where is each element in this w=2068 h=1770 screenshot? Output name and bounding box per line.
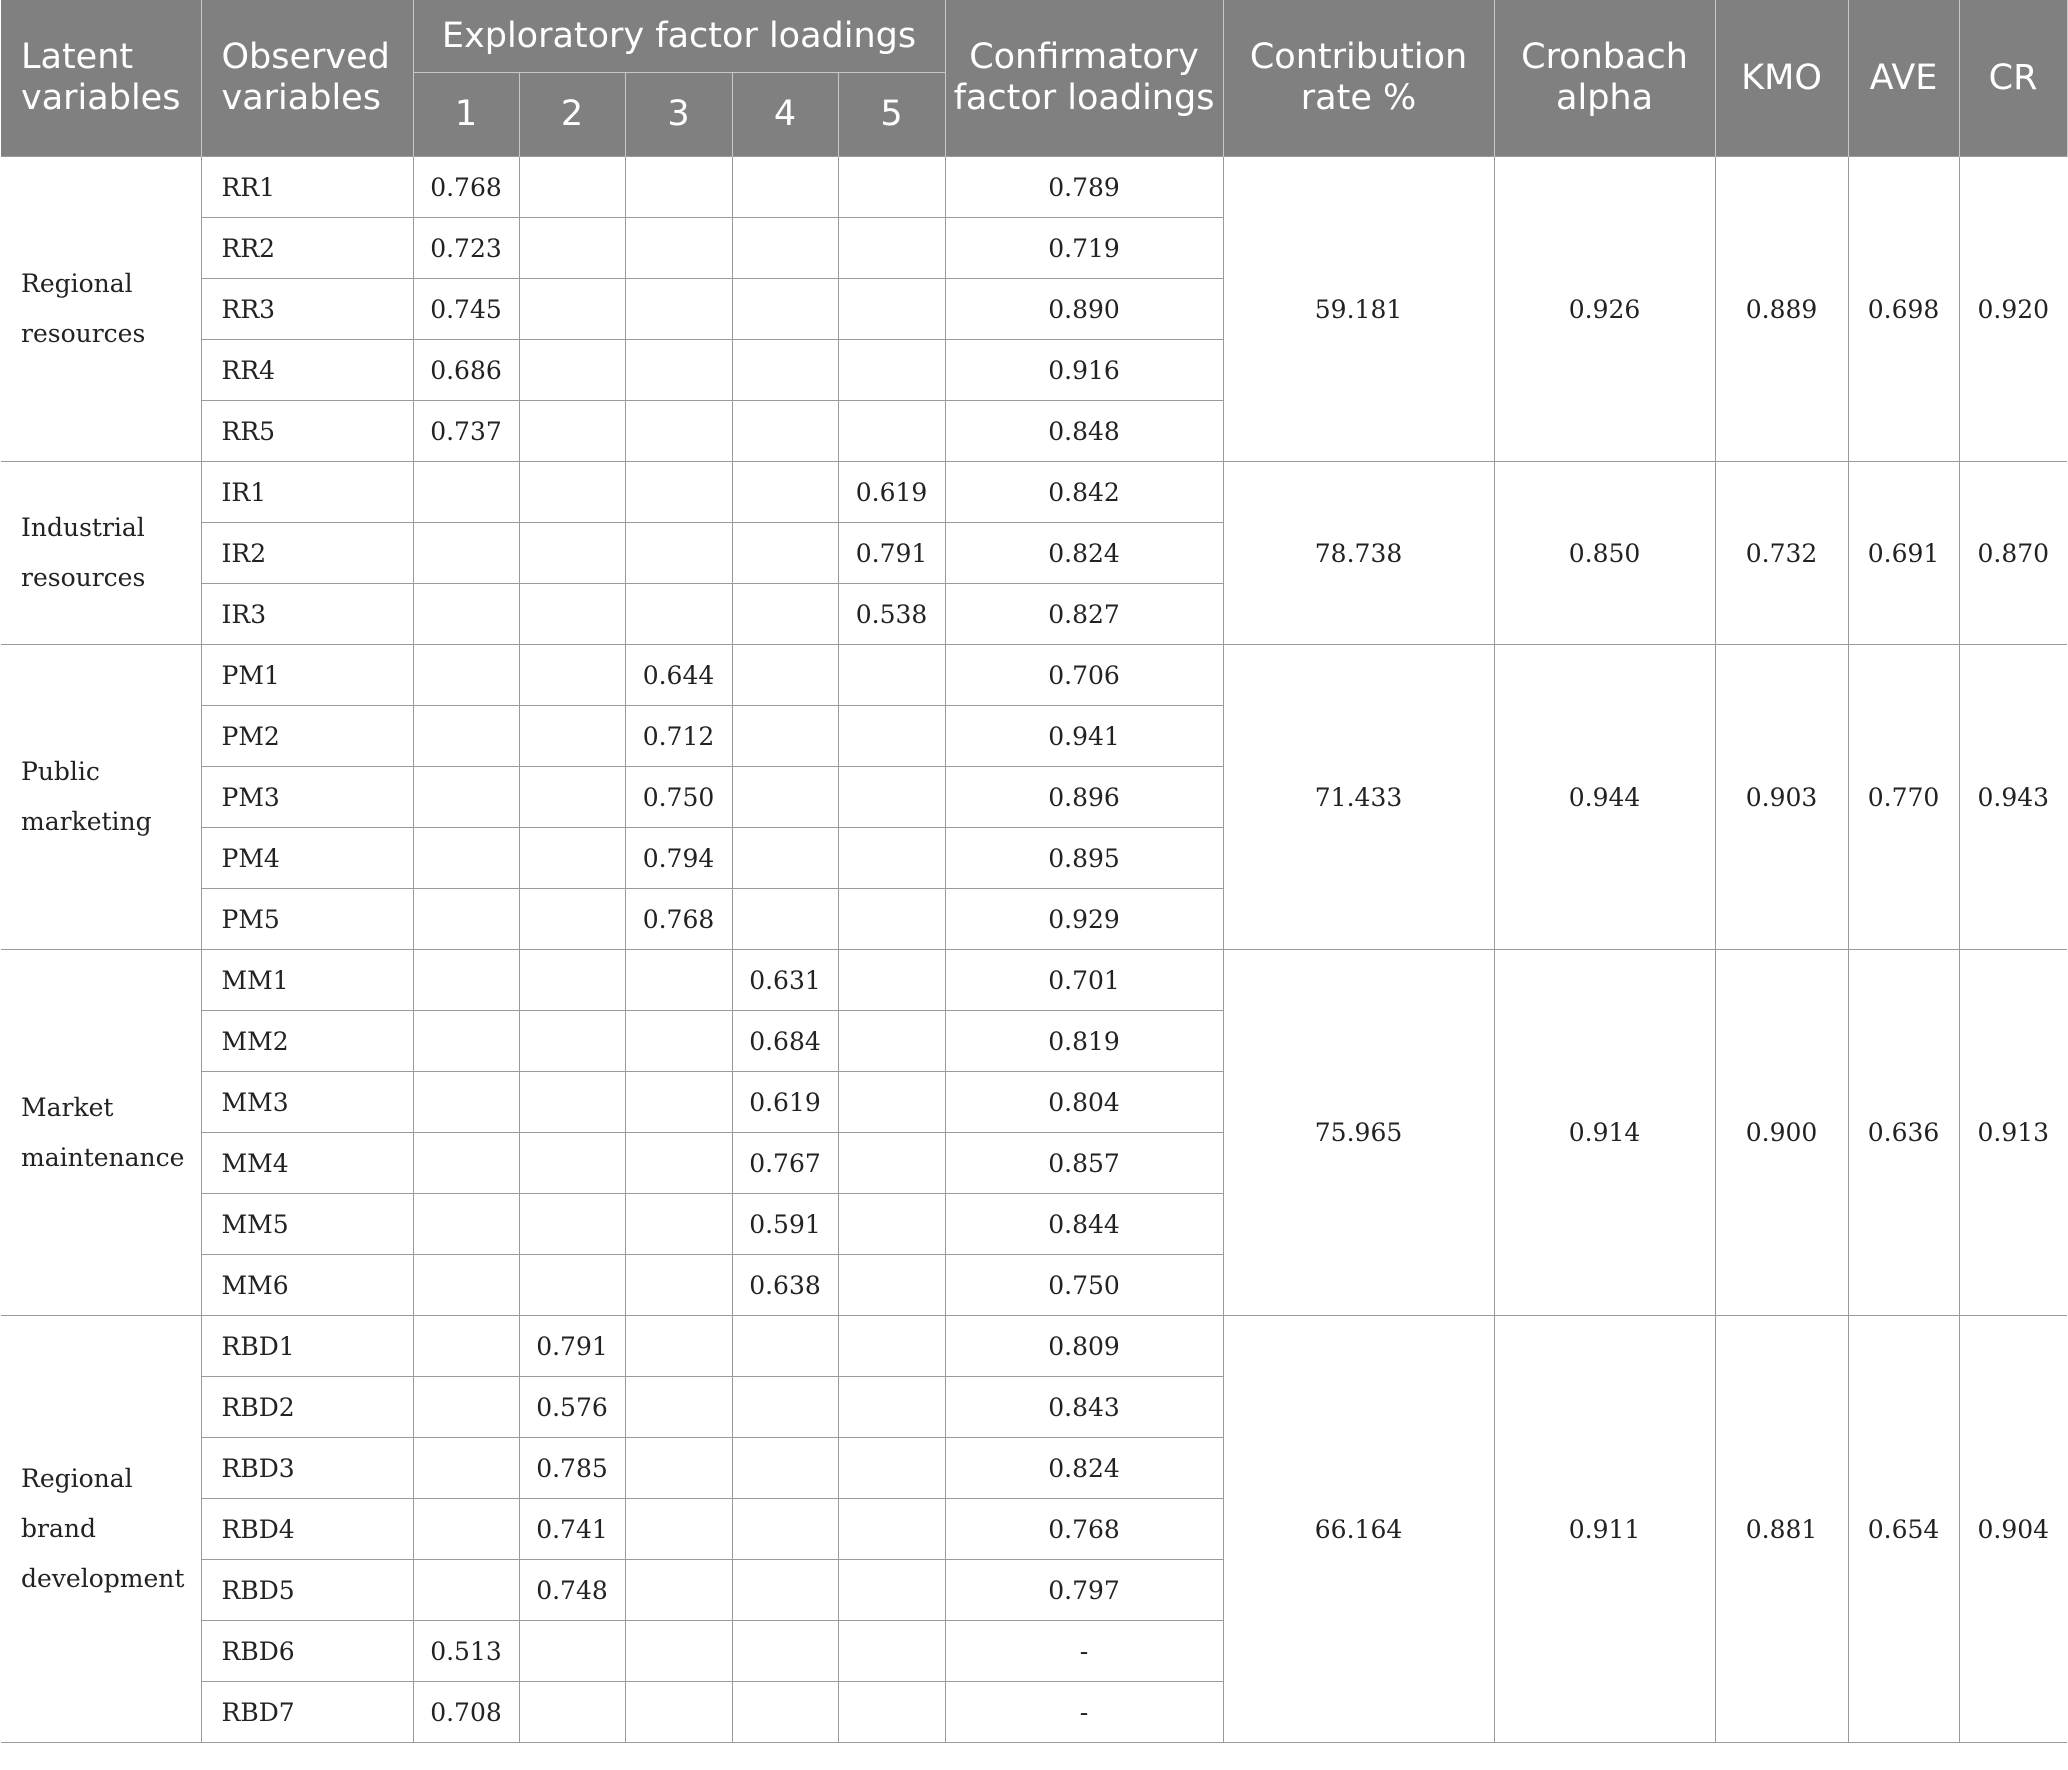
table-row: [1, 645, 2067, 706]
efa-loading-cell: [413, 1438, 519, 1499]
efa-loading-cell: 0.686: [413, 340, 519, 401]
cfa-loading-cell: 0.843: [945, 1377, 1223, 1438]
efa-loading-cell: [519, 218, 625, 279]
efa-loading-cell: 0.745: [413, 279, 519, 340]
cfa-loading-cell: 0.706: [945, 645, 1223, 706]
efa-loading-cell: [625, 1499, 732, 1560]
efa-loading-cell: [732, 462, 838, 523]
factor-analysis-table: [1, 0, 2068, 1743]
cfa-loading-cell: 0.827: [945, 584, 1223, 645]
efa-loading-cell: [732, 157, 838, 218]
contribution-cell: 78.738: [1223, 462, 1494, 645]
efa-loading-cell: 0.538: [838, 584, 945, 645]
efa-loading-cell: [625, 950, 732, 1011]
efa-loading-cell: [838, 1133, 945, 1194]
efa-loading-cell: [519, 1255, 625, 1316]
efa-loading-cell: [732, 706, 838, 767]
observed-variable-cell: RBD4: [201, 1499, 413, 1560]
cr-cell: 0.904: [1959, 1316, 2067, 1743]
observed-variable-cell: RR4: [201, 340, 413, 401]
efa-loading-cell: 0.750: [625, 767, 732, 828]
efa-loading-cell: [413, 584, 519, 645]
efa-loading-cell: [625, 1438, 732, 1499]
efa-loading-cell: [519, 462, 625, 523]
cfa-loading-cell: 0.929: [945, 889, 1223, 950]
observed-variable-cell: MM2: [201, 1011, 413, 1072]
efa-loading-cell: [519, 950, 625, 1011]
observed-variable-cell: RBD5: [201, 1560, 413, 1621]
observed-variable-cell: MM1: [201, 950, 413, 1011]
efa-loading-cell: [838, 889, 945, 950]
efa-loading-cell: [519, 157, 625, 218]
observed-variable-cell: PM2: [201, 706, 413, 767]
table-row: [1, 1316, 2067, 1377]
efa-loading-cell: 0.631: [732, 950, 838, 1011]
observed-variable-cell: RBD1: [201, 1316, 413, 1377]
efa-loading-cell: [413, 523, 519, 584]
cfa-loading-cell: 0.701: [945, 950, 1223, 1011]
efa-loading-cell: [838, 1255, 945, 1316]
efa-loading-cell: [838, 950, 945, 1011]
observed-variable-cell: MM3: [201, 1072, 413, 1133]
header-ave: AVE: [1848, 0, 1959, 157]
header-contribution-rate: Contribution rate %: [1223, 0, 1494, 157]
cfa-loading-cell: 0.824: [945, 523, 1223, 584]
efa-loading-cell: [838, 1621, 945, 1682]
efa-loading-cell: [625, 1316, 732, 1377]
efa-loading-cell: [838, 1377, 945, 1438]
efa-loading-cell: [519, 645, 625, 706]
header-factor-2: 2: [519, 73, 625, 157]
efa-loading-cell: 0.708: [413, 1682, 519, 1743]
kmo-cell: 0.732: [1715, 462, 1848, 645]
header-latent-variables: Latent variables: [1, 0, 201, 157]
cfa-loading-cell: 0.804: [945, 1072, 1223, 1133]
efa-loading-cell: [838, 340, 945, 401]
efa-loading-cell: 0.591: [732, 1194, 838, 1255]
observed-variable-cell: RR5: [201, 401, 413, 462]
efa-loading-cell: [413, 889, 519, 950]
observed-variable-cell: MM4: [201, 1133, 413, 1194]
efa-loading-cell: [732, 1377, 838, 1438]
efa-loading-cell: 0.791: [519, 1316, 625, 1377]
latent-variable-cell: Regional resources: [1, 157, 201, 462]
efa-loading-cell: [625, 1194, 732, 1255]
observed-variable-cell: MM5: [201, 1194, 413, 1255]
cfa-loading-cell: 0.809: [945, 1316, 1223, 1377]
efa-loading-cell: [838, 645, 945, 706]
efa-loading-cell: [625, 340, 732, 401]
efa-loading-cell: 0.791: [838, 523, 945, 584]
efa-loading-cell: [519, 279, 625, 340]
efa-loading-cell: [838, 1072, 945, 1133]
cr-cell: 0.870: [1959, 462, 2067, 645]
efa-loading-cell: [413, 950, 519, 1011]
cfa-loading-cell: 0.844: [945, 1194, 1223, 1255]
observed-variable-cell: IR2: [201, 523, 413, 584]
ave-cell: 0.636: [1848, 950, 1959, 1316]
observed-variable-cell: IR3: [201, 584, 413, 645]
latent-variable-cell: Market maintenance: [1, 950, 201, 1316]
cfa-loading-cell: 0.797: [945, 1560, 1223, 1621]
observed-variable-cell: RR2: [201, 218, 413, 279]
header-cronbach-alpha: Cronbach alpha: [1494, 0, 1715, 157]
efa-loading-cell: 0.768: [413, 157, 519, 218]
efa-loading-cell: [838, 1560, 945, 1621]
contribution-cell: 71.433: [1223, 645, 1494, 950]
efa-loading-cell: [625, 279, 732, 340]
cfa-loading-cell: -: [945, 1682, 1223, 1743]
observed-variable-cell: RBD2: [201, 1377, 413, 1438]
efa-loading-cell: [519, 1194, 625, 1255]
cfa-loading-cell: 0.890: [945, 279, 1223, 340]
cfa-loading-cell: 0.895: [945, 828, 1223, 889]
kmo-cell: 0.889: [1715, 157, 1848, 462]
cfa-loading-cell: 0.896: [945, 767, 1223, 828]
efa-loading-cell: [732, 401, 838, 462]
efa-loading-cell: [519, 828, 625, 889]
efa-loading-cell: 0.723: [413, 218, 519, 279]
cfa-loading-cell: 0.824: [945, 1438, 1223, 1499]
observed-variable-cell: RR1: [201, 157, 413, 218]
efa-loading-cell: [413, 767, 519, 828]
table-row: [1, 462, 2067, 523]
efa-loading-cell: 0.737: [413, 401, 519, 462]
efa-loading-cell: 0.619: [732, 1072, 838, 1133]
header-kmo: KMO: [1715, 0, 1848, 157]
efa-loading-cell: [838, 1194, 945, 1255]
efa-loading-cell: [519, 767, 625, 828]
efa-loading-cell: [732, 889, 838, 950]
kmo-cell: 0.903: [1715, 645, 1848, 950]
ave-cell: 0.691: [1848, 462, 1959, 645]
contribution-cell: 59.181: [1223, 157, 1494, 462]
efa-loading-cell: [732, 584, 838, 645]
efa-loading-cell: 0.644: [625, 645, 732, 706]
efa-loading-cell: [732, 1438, 838, 1499]
latent-variable-cell: Regional brand development: [1, 1316, 201, 1743]
header-factor-1: 1: [413, 73, 519, 157]
efa-loading-cell: [838, 1499, 945, 1560]
header-factor-5: 5: [838, 73, 945, 157]
cfa-loading-cell: 0.941: [945, 706, 1223, 767]
efa-loading-cell: [732, 523, 838, 584]
efa-loading-cell: 0.513: [413, 1621, 519, 1682]
efa-loading-cell: [625, 584, 732, 645]
efa-loading-cell: [519, 706, 625, 767]
observed-variable-cell: RBD3: [201, 1438, 413, 1499]
cronbach-cell: 0.850: [1494, 462, 1715, 645]
cfa-loading-cell: 0.719: [945, 218, 1223, 279]
efa-loading-cell: [625, 157, 732, 218]
efa-loading-cell: [625, 218, 732, 279]
kmo-cell: 0.900: [1715, 950, 1848, 1316]
cfa-loading-cell: 0.916: [945, 340, 1223, 401]
cronbach-cell: 0.926: [1494, 157, 1715, 462]
efa-loading-cell: 0.767: [732, 1133, 838, 1194]
efa-loading-cell: [519, 340, 625, 401]
cfa-loading-cell: 0.789: [945, 157, 1223, 218]
efa-loading-cell: [519, 1011, 625, 1072]
cronbach-cell: 0.911: [1494, 1316, 1715, 1743]
latent-variable-cell: Industrial resources: [1, 462, 201, 645]
efa-loading-cell: [625, 1255, 732, 1316]
cr-cell: 0.913: [1959, 950, 2067, 1316]
efa-loading-cell: 0.576: [519, 1377, 625, 1438]
efa-loading-cell: [838, 401, 945, 462]
latent-variable-cell: Public marketing: [1, 645, 201, 950]
efa-loading-cell: [838, 1438, 945, 1499]
cr-cell: 0.943: [1959, 645, 2067, 950]
cfa-loading-cell: 0.768: [945, 1499, 1223, 1560]
efa-loading-cell: 0.684: [732, 1011, 838, 1072]
efa-loading-cell: [625, 1133, 732, 1194]
efa-loading-cell: 0.741: [519, 1499, 625, 1560]
observed-variable-cell: PM4: [201, 828, 413, 889]
efa-loading-cell: [413, 1255, 519, 1316]
efa-loading-cell: [625, 1682, 732, 1743]
efa-loading-cell: [413, 706, 519, 767]
efa-loading-cell: [732, 828, 838, 889]
efa-loading-cell: [732, 1316, 838, 1377]
observed-variable-cell: IR1: [201, 462, 413, 523]
efa-loading-cell: [625, 1011, 732, 1072]
cfa-loading-cell: 0.750: [945, 1255, 1223, 1316]
efa-loading-cell: [838, 828, 945, 889]
efa-loading-cell: [519, 1682, 625, 1743]
efa-loading-cell: [519, 523, 625, 584]
cfa-loading-cell: 0.848: [945, 401, 1223, 462]
efa-loading-cell: [732, 767, 838, 828]
efa-loading-cell: [413, 1011, 519, 1072]
efa-loading-cell: [732, 340, 838, 401]
contribution-cell: 75.965: [1223, 950, 1494, 1316]
efa-loading-cell: [732, 1499, 838, 1560]
header-factor-3: 3: [625, 73, 732, 157]
efa-loading-cell: [413, 828, 519, 889]
efa-loading-cell: [838, 279, 945, 340]
efa-loading-cell: [519, 889, 625, 950]
efa-loading-cell: 0.619: [838, 462, 945, 523]
efa-loading-cell: [732, 1621, 838, 1682]
table-body: [1, 157, 2067, 1743]
efa-loading-cell: [413, 645, 519, 706]
ave-cell: 0.698: [1848, 157, 1959, 462]
efa-loading-cell: [732, 218, 838, 279]
header-confirmatory-factor-loadings: Confirmatory factor loadings: [945, 0, 1223, 157]
efa-loading-cell: [519, 1621, 625, 1682]
efa-loading-cell: [625, 1072, 732, 1133]
efa-loading-cell: 0.794: [625, 828, 732, 889]
efa-loading-cell: [625, 1560, 732, 1621]
observed-variable-cell: MM6: [201, 1255, 413, 1316]
observed-variable-cell: PM1: [201, 645, 413, 706]
efa-loading-cell: 0.748: [519, 1560, 625, 1621]
efa-loading-cell: [838, 1011, 945, 1072]
table-header: [1, 0, 2067, 157]
efa-loading-cell: [732, 645, 838, 706]
observed-variable-cell: PM5: [201, 889, 413, 950]
efa-loading-cell: [519, 401, 625, 462]
efa-loading-cell: [625, 1377, 732, 1438]
header-cr: CR: [1959, 0, 2067, 157]
efa-loading-cell: [838, 157, 945, 218]
efa-loading-cell: [413, 1499, 519, 1560]
efa-loading-cell: [413, 1560, 519, 1621]
observed-variable-cell: PM3: [201, 767, 413, 828]
cronbach-cell: 0.944: [1494, 645, 1715, 950]
efa-loading-cell: [413, 1194, 519, 1255]
efa-loading-cell: [413, 1072, 519, 1133]
cr-cell: 0.920: [1959, 157, 2067, 462]
efa-loading-cell: [625, 523, 732, 584]
efa-loading-cell: [732, 279, 838, 340]
header-observed-variables: Observed variables: [201, 0, 413, 157]
cronbach-cell: 0.914: [1494, 950, 1715, 1316]
efa-loading-cell: [413, 1377, 519, 1438]
efa-loading-cell: [625, 1621, 732, 1682]
efa-loading-cell: 0.768: [625, 889, 732, 950]
header-exploratory-factor-loadings: Exploratory factor loadings: [413, 0, 945, 73]
efa-loading-cell: [732, 1560, 838, 1621]
cfa-loading-cell: -: [945, 1621, 1223, 1682]
header-factor-4: 4: [732, 73, 838, 157]
kmo-cell: 0.881: [1715, 1316, 1848, 1743]
efa-loading-cell: [413, 1316, 519, 1377]
efa-loading-cell: [519, 1133, 625, 1194]
efa-loading-cell: 0.638: [732, 1255, 838, 1316]
efa-loading-cell: [413, 1133, 519, 1194]
efa-loading-cell: [519, 1072, 625, 1133]
efa-loading-cell: [838, 706, 945, 767]
efa-loading-cell: 0.785: [519, 1438, 625, 1499]
efa-loading-cell: [838, 1682, 945, 1743]
table-row: [1, 950, 2067, 1011]
efa-loading-cell: [732, 1682, 838, 1743]
ave-cell: 0.770: [1848, 645, 1959, 950]
efa-loading-cell: [838, 1316, 945, 1377]
efa-loading-cell: [413, 462, 519, 523]
observed-variable-cell: RBD7: [201, 1682, 413, 1743]
efa-loading-cell: [838, 767, 945, 828]
cfa-loading-cell: 0.857: [945, 1133, 1223, 1194]
efa-loading-cell: [519, 584, 625, 645]
efa-loading-cell: [625, 462, 732, 523]
observed-variable-cell: RR3: [201, 279, 413, 340]
cfa-loading-cell: 0.819: [945, 1011, 1223, 1072]
efa-loading-cell: [625, 401, 732, 462]
efa-loading-cell: [838, 218, 945, 279]
table-row: [1, 157, 2067, 218]
contribution-cell: 66.164: [1223, 1316, 1494, 1743]
efa-loading-cell: 0.712: [625, 706, 732, 767]
ave-cell: 0.654: [1848, 1316, 1959, 1743]
cfa-loading-cell: 0.842: [945, 462, 1223, 523]
observed-variable-cell: RBD6: [201, 1621, 413, 1682]
